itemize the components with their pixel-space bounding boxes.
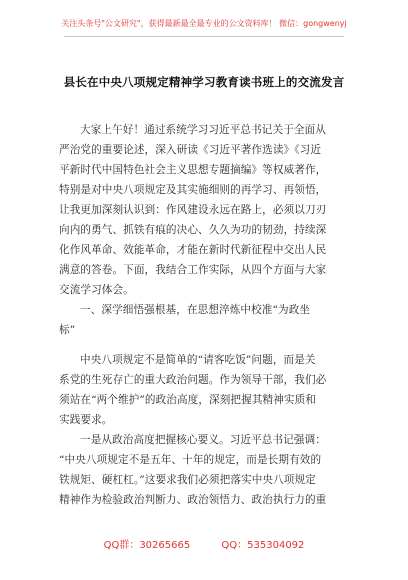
body-line: 须站在“两个维护”的政治高度，深刻把握其精神实质和 (59, 394, 316, 406)
qq-group-label: QQ群：30265665 (103, 540, 191, 551)
body-line: 化作风革命、效能革命，才能在新时代新征程中交出人民 (59, 244, 327, 256)
body-line: 让我更加深刻认识到：作风建设永远在路上，必须以刀刃 (59, 204, 327, 216)
body-line: 中央八项规定不是简单的“请客吃饭”问题，而是关 (80, 354, 316, 366)
body-line: 特别是对中央八项规定及其实施细则的再学习、再领悟， (59, 184, 327, 196)
header-note: 关注头条号"公文研究"，获得最新最全最专业的公文资料库！ 微信：gongwenyj (61, 19, 347, 28)
footer-contacts (0, 536, 408, 551)
body-line: 向内的勇气、抓铁有痕的决心、久久为功的韧劲，持续深 (59, 224, 327, 236)
body-line: 交流学习体会。 (59, 284, 134, 296)
body-line: 严治党的重要论述，深入研读《习近平著作选读》《习近 (59, 144, 322, 156)
body-line: 大家上午好！通过系统学习习近平总书记关于全面从 (80, 124, 326, 136)
body-line: “中央八项规定不是五年、十年的规定，而是长期有效的 (59, 454, 322, 466)
document-title: 县长在中央八项规定精神学习教育读书班上的交流发言 (63, 75, 345, 89)
body-line: 平新时代中国特色社会主义思想专题摘编》等权威著作， (59, 164, 327, 176)
body-line: 实践要求。 (59, 414, 113, 426)
qq-contact-label: QQ：535304092 (221, 540, 305, 551)
body-line: 精神作为检验政治判断力、政治领悟力、政治执行力的重 (59, 494, 327, 506)
section-heading: 标” (59, 324, 76, 336)
body-line: 一是从政治高度把握核心要义。习近平总书记强调： (80, 434, 326, 446)
body-line: 满意的答卷。下面，我结合工作实际，从四个方面与大家 (59, 264, 327, 276)
section-heading: 一、深学细悟强根基，在思想淬炼中校准“为政坐 (80, 304, 311, 316)
body-line: 铁规矩、硬杠杠。”这要求我们必须把落实中央八项规定 (59, 474, 316, 486)
header-divider (64, 36, 344, 37)
body-line: 系党的生死存亡的重大政治问题。作为领导干部，我们必 (59, 374, 327, 386)
